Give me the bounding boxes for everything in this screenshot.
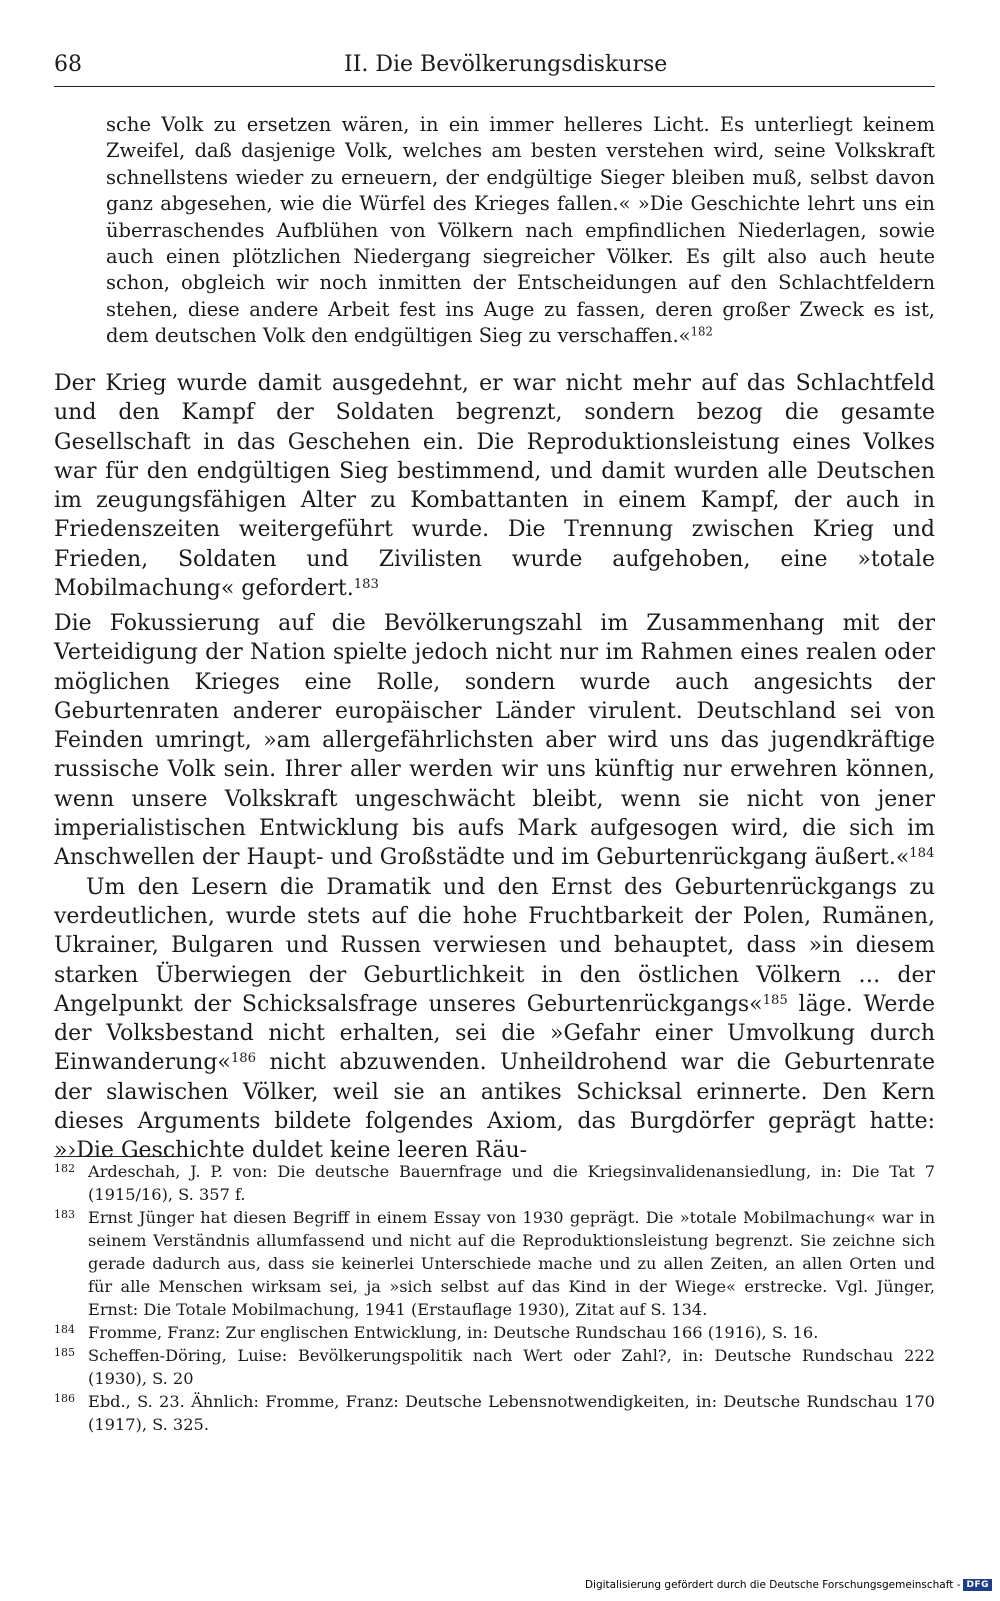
quote-text: sche Volk zu ersetzen wären, in ein immer helleres Licht. Es unterliegt keinem Zweifel, daß dasjenige Volk, welches am besten verstehen wird, seine Volkskraft schnellstens wieder zu erneuern, der endgültige Sieger bleiben muß, selbst davon ganz abgesehen, wie die Würfel des Krieges fallen.« »Die Geschichte lehrt uns ein überraschendes Aufblühen von Völkern nach empfindlichen Niederlagen, sowie auch einen plötzlichen Niedergang siegreicher Völker. Es gilt also auch heute schon, obgleich wir noch inmitten der Entscheidungen auf den Schlachtfeldern stehen, diese andere Arbeit fest ins Auge zu fassen, deren großer Zweck es ist, dem deutschen Volk den endgültigen Sieg zu verschaffen.« bbox=[106, 113, 935, 348]
footnote-number: 182 bbox=[54, 1162, 75, 1175]
credit-text: Digitalisierung gefördert durch die Deutsche Forschungsgemeinschaft - bbox=[584, 1579, 961, 1591]
footnote-186 bbox=[54, 1390, 935, 1436]
footnotes bbox=[54, 1160, 935, 1436]
footnote-text: Ebd., S. 23. Ähnlich: Fromme, Franz: Deutsche Lebensnotwendigkeiten, in: Deutsche Rundschau 170 (1917), S. 325. bbox=[88, 1392, 935, 1434]
note-ref-184[interactable]: 184 bbox=[909, 846, 935, 862]
page-number: 68 bbox=[54, 52, 82, 77]
digitization-credit bbox=[585, 1575, 992, 1595]
note-ref-186[interactable]: 186 bbox=[230, 1051, 257, 1067]
paragraph-3-text-b: läge. Werde der Volksbestand nicht erhalten, sei die »Gefahr einer Umvolkung durch Einwanderung« bbox=[54, 991, 935, 1076]
running-head: II. Die Bevölkerungsdiskurse bbox=[344, 52, 668, 77]
note-ref-185[interactable]: 185 bbox=[762, 992, 788, 1008]
footnote-rule bbox=[54, 1156, 182, 1157]
paragraph-3-text-c: nicht abzuwenden. Unheildrohend war die Geburtenrate der slawischen Völker, weil sie an antikes Schicksal erinnerte. Den Kern dieses Arguments bildete folgendes Axiom, das Burgdörfer geprägt hatte: »›Die Geschichte duldet keine leeren Räu- bbox=[54, 1050, 935, 1164]
footnote-182 bbox=[54, 1160, 935, 1206]
footnote-number: 185 bbox=[54, 1346, 75, 1359]
paragraph-2 bbox=[54, 609, 935, 873]
footnote-184 bbox=[54, 1321, 935, 1344]
footnote-185 bbox=[54, 1344, 935, 1390]
footnote-text: Scheffen-Döring, Luise: Bevölkerungspolitik nach Wert oder Zahl?, in: Deutsche Rundschau 222 (1930), S. 20 bbox=[88, 1346, 935, 1388]
note-ref-182[interactable]: 182 bbox=[690, 324, 713, 339]
header-rule bbox=[54, 86, 935, 87]
paragraph-2-block bbox=[54, 609, 935, 1166]
paragraph-1 bbox=[54, 369, 935, 603]
footnote-183 bbox=[54, 1206, 935, 1321]
footnote-number: 186 bbox=[54, 1392, 75, 1405]
footnote-text: Fromme, Franz: Zur englischen Entwicklung, in: Deutsche Rundschau 166 (1916), S. 16. bbox=[88, 1323, 819, 1342]
paragraph-1-text: Der Krieg wurde damit ausgedehnt, er war nicht mehr auf das Schlachtfeld und den Kampf der Soldaten begrenzt, sondern bezog die gesamte Gesellschaft in das Geschehen ein. Die Reproduktionsleistung eines Volkes war für den endgültigen Sieg bestimmend, und damit wurden alle Deutschen im zeugungsfähigen Alter zu Kombattanten in einem Kampf, der auch in Friedenszeiten weitergeführt wurde. Die Trennung zwischen Krieg und Frieden, Soldaten und Zivilisten wurde aufgehoben, eine »totale Mobilmachung« gefordert. bbox=[54, 371, 935, 602]
paragraph-3-text-a: Um den Lesern die Dramatik und den Ernst des Geburtenrückgangs zu verdeutlichen, wurde stets auf die hohe Fruchtbarkeit der Polen, Rumänen, Ukrainer, Bulgaren und Russen verwiesen und behauptet, dass »in diesem starken Überwiegen der Geburtlichkeit in den östlichen Völkern … der Angelpunkt der Schicksalsfrage unseres Geburtenrückgangs« bbox=[54, 874, 935, 1017]
block-quote bbox=[106, 112, 935, 350]
page-header bbox=[54, 50, 935, 86]
note-ref-183[interactable]: 183 bbox=[353, 576, 379, 592]
footnote-text: Ernst Jünger hat diesen Begriff in einem Essay von 1930 geprägt. Die »totale Mobilmachung« war in seinem Verständnis allumfassend und nicht auf die Reproduktionsleistung begrenzt. Sie zeichne sich gerade dadurch aus, dass sie keinerlei Unterschiede mache und zu allen Zeiten, an allen Orten und für alle Menschen wirksam sei, ja »sich selbst auf das Kind in der Wiege« erstrecke. Vgl. Jünger, Ernst: Die Totale Mobilmachung, 1941 (Erstauflage 1930), Zitat auf S. 134. bbox=[88, 1208, 935, 1319]
paragraph-3 bbox=[54, 873, 935, 1166]
dfg-logo: DFG bbox=[963, 1579, 992, 1591]
footnote-number: 183 bbox=[54, 1208, 75, 1221]
paragraph-2-text: Die Fokussierung auf die Bevölkerungszahl im Zusammenhang mit der Verteidigung der Nation spielte jedoch nicht nur im Rahmen eines realen oder möglichen Krieges eine Rolle, sondern wurde auch angesichts der Geburtenraten anderer europäischer Länder virulent. Deutschland sei von Feinden umringt, »am allergefährlichsten aber wird uns das jugendkräftige russische Volk sein. Ihrer aller werden wir uns künftig nur erwehren können, wenn unsere Volkskraft ungeschwächt bleibt, wenn sie nicht von jener imperialistischen Entwicklung bis aufs Mark aufgesogen wird, die sich im Anschwellen der Haupt- und Großstädte und im Geburtenrückgang äußert.« bbox=[54, 611, 935, 871]
footnote-number: 184 bbox=[54, 1323, 75, 1336]
footnote-text: Ardeschah, J. P. von: Die deutsche Bauernfrage und die Kriegsinvalidenansiedlung, in: Die Tat 7 (1915/16), S. 357 f. bbox=[88, 1162, 935, 1204]
